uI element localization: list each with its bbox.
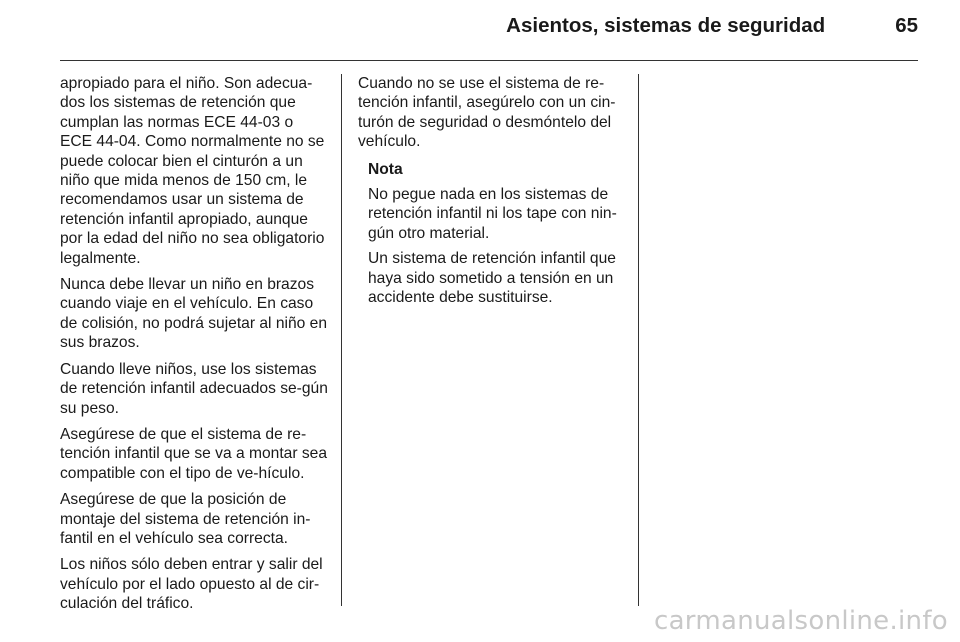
note-box: [358, 160, 626, 308]
note-title: Nota: [368, 160, 403, 178]
paragraph: Nunca debe llevar un niño en brazos cuando viaje en el vehículo. En caso de colisión, no podrá sujetar al niño en sus brazos.: [60, 276, 328, 352]
paragraph: apropiado para el niño. Son adecua-dos los sistemas de retención que cumplan las normas ECE 44-03 o ECE 44-04. Como normalmente no se puede colocar bien el cinturón a un niño que mida menos de 150 cm, le recomendamos usar un sistema de retención infantil apropiado, aunque por la edad del niño no sea obligatorio legalmente.: [60, 75, 325, 267]
page-number: 65: [895, 14, 918, 37]
header-rule: [60, 60, 918, 61]
note-paragraph: No pegue nada en los sistemas de retención infantil ni los tape con nin-gún otro material.: [368, 186, 617, 242]
middle-column: [358, 74, 626, 313]
page-header: [60, 14, 918, 38]
column-divider: [638, 74, 639, 606]
paragraph: Cuando lleve niños, use los sistemas de retención infantil adecuados se-gún su peso.: [60, 360, 328, 417]
column-divider: [341, 74, 342, 606]
paragraph: Asegúrese de que el sistema de re-tención infantil que se va a montar sea compatible con el tipo de ve-hículo.: [60, 425, 327, 482]
paragraph: Asegúrese de que la posición de montaje del sistema de retención in-fantil en el vehículo sea correcta.: [60, 491, 311, 547]
left-column: [60, 74, 328, 621]
note-paragraph: Un sistema de retención infantil que haya sido sometido a tensión en un accidente debe sustituirse.: [368, 250, 616, 307]
watermark: carmanualsonline.info: [653, 606, 948, 636]
section-title: Asientos, sistemas de seguridad: [506, 14, 826, 37]
paragraph: Cuando no se use el sistema de re-tención infantil, asegúrelo con un cin-turón de seguridad o desmóntelo del vehículo.: [358, 75, 616, 151]
paragraph: Los niños sólo deben entrar y salir del vehículo por el lado opuesto al de cir-culación del tráfico.: [60, 556, 323, 613]
